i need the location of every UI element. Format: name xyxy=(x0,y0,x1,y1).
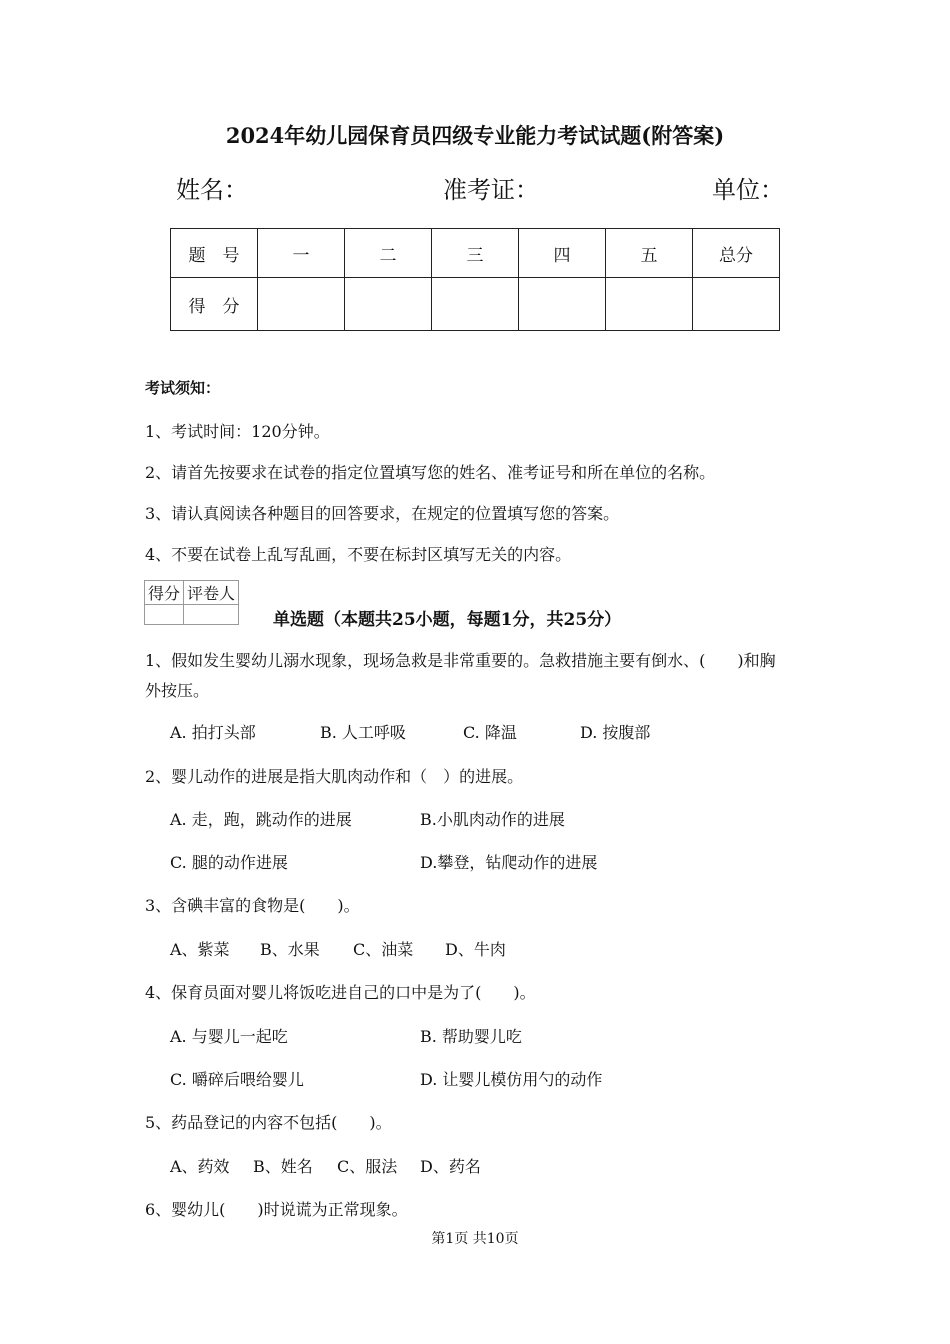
exam-id-label: 准考证： xyxy=(443,176,539,204)
score-header-cell: 四 xyxy=(519,229,606,278)
score-table-header-row xyxy=(171,229,780,278)
notice-item: 4、不要在试卷上乱写乱画，不要在标封区填写无关的内容。 xyxy=(145,545,572,564)
notice-item: 2、请首先按要求在试卷的指定位置填写您的姓名、准考证号和所在单位的名称。 xyxy=(145,463,716,482)
option[interactable]: B、姓名 xyxy=(253,1157,313,1176)
score-cell[interactable] xyxy=(519,278,606,331)
score-header-cell: 题 号 xyxy=(171,229,258,278)
unit-label: 单位： xyxy=(712,176,784,204)
score-table-score-row xyxy=(171,278,780,331)
option[interactable]: A、药效 xyxy=(170,1157,230,1176)
question-6: 6、婴幼儿( )时说谎为正常现象。 xyxy=(145,1200,408,1219)
question-3: 3、含碘丰富的食物是( )。 xyxy=(145,896,360,915)
score-cell[interactable] xyxy=(345,278,432,331)
score-header-cell: 二 xyxy=(345,229,432,278)
notice-item: 3、请认真阅读各种题目的回答要求，在规定的位置填写您的答案。 xyxy=(145,504,620,523)
question-1: 1、假如发生婴幼儿溺水现象，现场急救是非常重要的。急救措施主要有倒水、( )和胸 xyxy=(145,651,776,670)
question-2: 2、婴儿动作的进展是指大肌肉动作和（ ）的进展。 xyxy=(145,767,524,786)
option[interactable]: A. 与婴儿一起吃 xyxy=(170,1027,288,1046)
score-header-cell: 五 xyxy=(606,229,693,278)
grader-box xyxy=(144,580,239,625)
option[interactable]: B.小肌肉动作的进展 xyxy=(420,810,565,829)
name-label: 姓名： xyxy=(176,176,248,204)
notice-item: 1、考试时间：120分钟。 xyxy=(145,422,330,441)
option[interactable]: B. 帮助婴儿吃 xyxy=(420,1027,522,1046)
notice-heading: 考试须知： xyxy=(145,379,221,397)
option[interactable]: A、紫菜 xyxy=(170,940,230,959)
score-cell[interactable] xyxy=(258,278,345,331)
option[interactable]: B. 人工呼吸 xyxy=(320,723,406,742)
section-title: 单选题（本题共25小题，每题1分，共25分） xyxy=(273,610,622,630)
question-4: 4、保育员面对婴儿将饭吃进自己的口中是为了( )。 xyxy=(145,983,536,1002)
option[interactable]: D. 按腹部 xyxy=(580,723,651,742)
option[interactable]: C、油菜 xyxy=(353,940,414,959)
score-cell[interactable] xyxy=(606,278,693,331)
page-footer: 第1页 共10页 xyxy=(431,1231,519,1247)
option[interactable]: C. 降温 xyxy=(463,723,517,742)
question-1-cont: 外按压。 xyxy=(145,681,210,700)
option[interactable]: D. 让婴儿模仿用勺的动作 xyxy=(420,1070,603,1089)
grader-score-cell[interactable] xyxy=(145,605,184,625)
option[interactable]: D.攀登，钻爬动作的进展 xyxy=(420,853,598,872)
option[interactable]: C. 腿的动作进展 xyxy=(170,853,288,872)
option[interactable]: C、服法 xyxy=(337,1157,398,1176)
grader-score-label: 得分 xyxy=(145,581,184,605)
score-header-cell: 一 xyxy=(258,229,345,278)
score-header-cell: 三 xyxy=(432,229,519,278)
page-title: 2024年幼儿园保育员四级专业能力考试试题(附答案) xyxy=(225,123,725,148)
score-table xyxy=(170,228,780,331)
score-row-label: 得 分 xyxy=(171,278,258,331)
option[interactable]: A. 拍打头部 xyxy=(170,723,256,742)
option[interactable]: B、水果 xyxy=(260,940,320,959)
score-cell[interactable] xyxy=(432,278,519,331)
question-5: 5、药品登记的内容不包括( )。 xyxy=(145,1113,392,1132)
option[interactable]: D、药名 xyxy=(420,1157,481,1176)
option[interactable]: D、牛肉 xyxy=(445,940,506,959)
grader-name-cell[interactable] xyxy=(184,605,239,625)
score-cell[interactable] xyxy=(693,278,780,331)
score-header-cell: 总分 xyxy=(693,229,780,278)
grader-name-label: 评卷人 xyxy=(184,581,239,605)
option[interactable]: C. 嚼碎后喂给婴儿 xyxy=(170,1070,304,1089)
option[interactable]: A. 走，跑，跳动作的进展 xyxy=(170,810,352,829)
